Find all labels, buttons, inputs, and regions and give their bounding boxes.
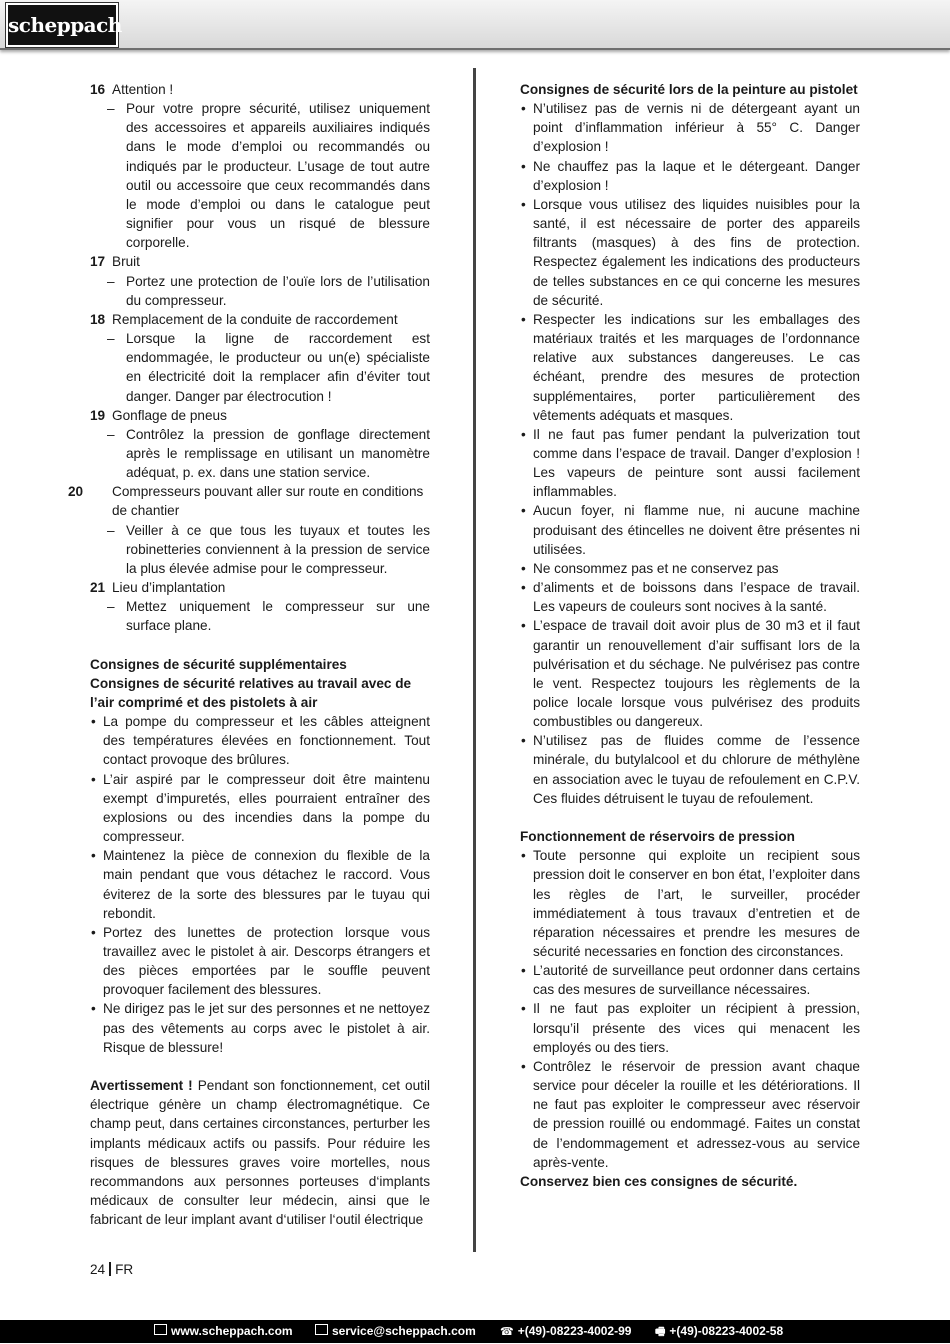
item-text: – Contrôlez la pression de gonflage directement après le remplissage en utilisant un manomètre adéquat, p. ex. dans une station service. <box>90 425 430 482</box>
bullet-item: • L’air aspiré par le compresseur doit être maintenu exempt d’impuretés, elles pourraient entraîner des explosions ou des incendies dans la pompe du compresseur. <box>90 770 430 847</box>
bullet-item: • N’utilisez pas de vernis ni de détergeant ayant un point d’inflammation inférieur à 55° C. Danger d’explosion ! <box>520 99 860 156</box>
section-heading-spray-painting: Consignes de sécurité lors de la peinture au pistolet <box>520 82 858 97</box>
bullet-item: • Toute personne qui exploite un recipient sous pression doit le conserver en bon état, l’exploiter dans les règles de l’art, le surveiller, procéder immédiatement à tous travaux d’entretien et de réparation nécessaires et prendre les mesures de sécurité necessaries en fonction des circonstances. <box>520 846 860 961</box>
page-header <box>0 0 950 50</box>
bullet-item: • Ne chauffez pas la laque et le détergeant. Danger d’explosion ! <box>520 157 860 195</box>
contact-footer <box>0 1320 950 1343</box>
item-text: – Mettez uniquement le compresseur sur une surface plane. <box>90 597 430 635</box>
email-link[interactable] <box>315 1320 476 1343</box>
item-number: 17 <box>90 254 106 270</box>
monitor-icon <box>154 1324 167 1335</box>
item-number: 21 <box>90 580 106 596</box>
website-text: www.scheppach.com <box>171 1324 293 1338</box>
section-heading-pressure-vessels: Fonctionnement de réservoirs de pression <box>520 829 795 845</box>
section-heading-supplementary: Consignes de sécurité supplémentaires <box>90 656 347 672</box>
left-column <box>68 80 430 1229</box>
fax-text: +(49)-08223-4002-58 <box>669 1324 784 1338</box>
column-divider <box>473 68 476 1252</box>
bullet-item: • N’utilisez pas de fluides comme de l’essence minérale, du butylalcool et du chlorure de méthylène en association avec le tuyau de refoulement en C.P.V. Ces fluides détruisent le tuyau de refoulement. <box>520 731 860 808</box>
numbered-item-18 <box>90 310 430 406</box>
page-number <box>90 1262 133 1277</box>
page-separator <box>109 1262 111 1276</box>
numbered-item-17 <box>90 252 430 309</box>
item-title: Remplacement de la conduite de raccordement <box>112 311 398 327</box>
fax-icon: 🖷 <box>655 1326 666 1338</box>
item-text: – Lorsque la ligne de raccordement est endommagée, le producteur ou un(e) spécialiste en électricité doit la remplacer afin d’éviter tout danger. Danger par électrocution ! <box>90 329 430 406</box>
website-link[interactable] <box>154 1320 293 1343</box>
item-text: – Veiller à ce que tous les tuyaux et toutes les robinetteries conviennent à la pression de service la plus élevée admise pour le compresseur. <box>90 521 430 578</box>
bullet-item: • Ne dirigez pas le jet sur des personnes et ne nettoyez pas des vêtements au corps avec le pistolet à air. Risque de blessure! <box>90 999 430 1056</box>
fax-number <box>655 1320 783 1344</box>
bullet-item: • Ne consommez pas et ne conservez pas <box>520 559 860 578</box>
numbered-item-19 <box>90 406 430 483</box>
section-heading-compressed-air: Consignes de sécurité relatives au travail avec de l’air comprimé et des pistolets à air <box>90 675 412 710</box>
page-number-value: 24 <box>90 1262 106 1277</box>
bullet-item: • Il ne faut pas exploiter un récipient à pression, lorsqu’il présente des vices qui menacent les employés ou des tiers. <box>520 999 860 1056</box>
item-title: Attention ! <box>112 82 174 97</box>
brand-logo: scheppach <box>6 3 118 47</box>
bullet-item: • L’autorité de surveillance peut ordonner dans certains cas des mesures de surveillance nécessaires. <box>520 961 860 999</box>
item-title: Compresseurs pouvant aller sur route en conditions de chantier <box>112 484 424 519</box>
item-title: Lieu d’implantation <box>112 580 226 596</box>
bullet-item: • Respecter les indications sur les emballages des matériaux traités et les marquages de l’ordonnance relative aux substances dangereuses. Le cas échéant, prendre des mesures de protection supplémentaires, porter particulièrement des vêtements adéquats et masques. <box>520 310 860 425</box>
item-title: Gonflage de pneus <box>112 407 227 423</box>
item-title: Bruit <box>112 254 140 270</box>
bullet-item: • Il ne faut pas fumer pendant la pulverization tout comme dans l’espace de travail. Danger d’explosion ! Les vapeurs de peinture sont aussi facilement inflammables. <box>520 425 860 502</box>
numbered-item-21 <box>90 578 430 635</box>
phone-icon: ☎ <box>500 1326 514 1338</box>
envelope-icon <box>315 1324 328 1335</box>
bullet-item: • La pompe du compresseur et les câbles atteignent des températures élevées en fonctionnement. Tout contact provoque des brûlures. <box>90 712 430 769</box>
item-text: – Pour votre propre sécurité, utilisez uniquement des accessoires et appareils auxiliaires indiqués dans le mode d’emploi ou recommandés ou indiqués par le producteur. L’usage de tout autre outil ou accessoire que ceux recommandés dans le mode d’emploi ou dans le catalogue peut signifier pour vous un risqué de blessure corporelle. <box>90 99 430 252</box>
email-text: service@scheppach.com <box>332 1324 476 1338</box>
language-code: FR <box>115 1262 134 1277</box>
warning-text: Pendant son fonctionnement, cet outil électrique génère un champ électromagnétique. Ce champ peut, dans certaines circonstances, perturber les implants médicaux actifs ou passifs. Pour réduire les risques de blessures graves voire mortelles, nous recommandons aux personnes porteuses d‘implants médicaux de consulter leur médecin, ainsi que le fabricant de leur implant avant d‘utiliser l‘outil électrique <box>90 1078 430 1228</box>
bullet-item: • Portez des lunettes de protection lorsque vous travaillez avec le pistolet à air. Descorps étrangers et des pièces emportées par le souffle peuvent provoquer facilement des blessures. <box>90 923 430 1000</box>
bullet-item: • L’espace de travail doit avoir plus de 30 m3 et il faut garantir un renouvellement d’air suffisant lors de la pulvérisation et du séchage. Ne pulvérisez pas contre le vent. Respectez toujours les règlements de la police locale lorsque vous pulvérisez des produits combustibles ou dangereux. <box>520 616 860 731</box>
item-number: 16 <box>90 82 106 97</box>
bullet-item: • Maintenez la pièce de connexion du flexible de la main pendant que vous détachez le raccord. Vous éviterez de la sorte des blessures par le tuyau qui rebondit. <box>90 846 430 923</box>
bullet-item: • d’aliments et de boissons dans l’espace de travail. Les vapeurs de couleurs sont nocives à la santé. <box>520 578 860 616</box>
warning-paragraph <box>90 1076 430 1229</box>
numbered-item-20 <box>68 482 430 578</box>
warning-label: Avertissement ! <box>90 1078 193 1094</box>
closing-note: Conservez bien ces consignes de sécurité. <box>520 1173 798 1189</box>
bullet-item: • Lorsque vous utilisez des liquides nuisibles pour la santé, il est nécessaire de porter des appareils filtrants (masques) à des fins de protection. Respectez également les indications des producteurs de telles substances en ce qui concerne les mesures de sécurité. <box>520 195 860 310</box>
bullet-item: • Contrôlez le réservoir de pression avant chaque service pour déceler la rouille et les détériorations. Il ne faut pas exploiter le compresseur avec réservoir de pression rouillé ou endommagé. Faites un constat de l’endommagement et adressez-vous au service après-vente. <box>520 1057 860 1172</box>
numbered-item-16 <box>90 80 430 252</box>
phone-text: +(49)-08223-4002-99 <box>517 1324 632 1338</box>
item-number: 20 <box>68 484 84 500</box>
item-text: – Portez une protection de l’ouïe lors de l’utilisation du compresseur. <box>90 272 430 310</box>
phone-number <box>500 1320 631 1344</box>
item-number: 18 <box>90 311 106 327</box>
bullet-item: • Aucun foyer, ni flamme nue, ni aucune machine produisant des étincelles ne doivent être présentes ni utilisées. <box>520 501 860 558</box>
item-number: 19 <box>90 407 106 423</box>
right-column <box>520 80 860 1191</box>
